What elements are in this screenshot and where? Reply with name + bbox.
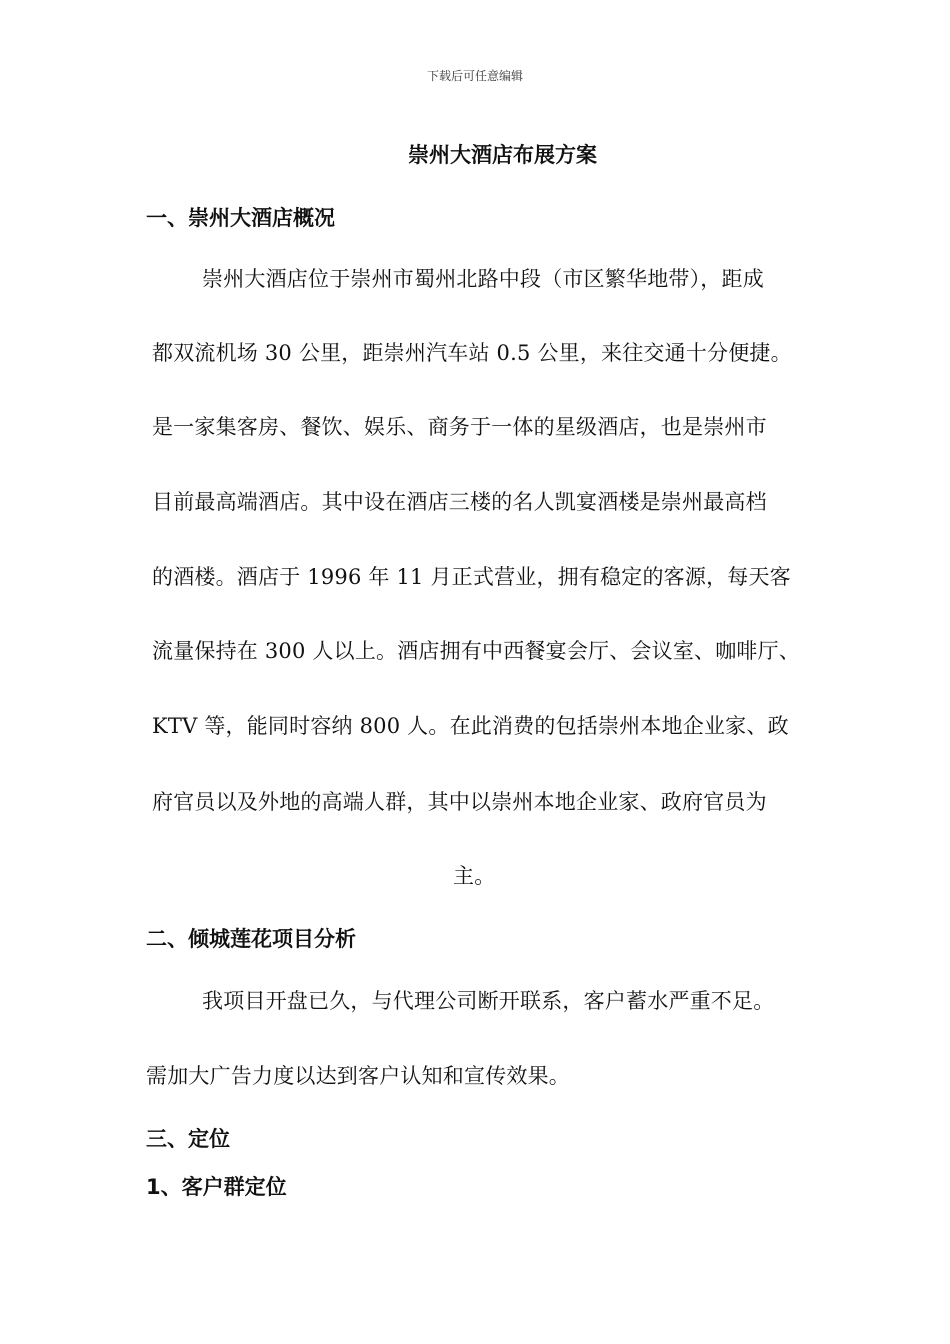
paragraph-line: KTV 等，能同时容纳 800 人。在此消费的包括崇州本地企业家、政 (152, 714, 789, 738)
paragraph-line: 府官员以及外地的高端人群，其中以崇州本地企业家、政府官员为 (152, 790, 767, 814)
document-title: 崇州大酒店布展方案 (408, 143, 597, 167)
paragraph-line: 是一家集客房、餐饮、娱乐、商务于一体的星级酒店，也是崇州市 (152, 415, 767, 439)
paragraph-line: 我项目开盘已久，与代理公司断开联系，客户蓄水严重不足。 (202, 989, 775, 1013)
paragraph-line: 目前最高端酒店。其中设在酒店三楼的名人凯宴酒楼是崇州最高档 (152, 490, 767, 514)
paragraph-line: 主。 (453, 864, 496, 888)
header-note: 下载后可任意编辑 (426, 69, 523, 83)
paragraph-line: 崇州大酒店位于崇州市蜀州北路中段（市区繁华地带），距成 (202, 267, 764, 291)
paragraph-line: 需加大广告力度以达到客户认知和宣传效果。 (146, 1064, 570, 1088)
section-heading-project-analysis: 二、倾城莲花项目分析 (146, 927, 356, 951)
subsection-heading-customer-positioning: 1、客户群定位 (146, 1175, 287, 1199)
paragraph-line: 都双流机场 30 公里，距崇州汽车站 0.5 公里，来往交通十分便捷。 (152, 341, 792, 365)
paragraph-line: 的酒楼。酒店于 1996 年 11 月正式营业，拥有稳定的客源，每天客 (152, 565, 791, 589)
section-heading-positioning: 三、定位 (146, 1127, 230, 1151)
paragraph-line: 流量保持在 300 人以上。酒店拥有中西餐宴会厅、会议室、咖啡厅、 (152, 639, 801, 663)
section-heading-overview: 一、崇州大酒店概况 (146, 206, 335, 230)
